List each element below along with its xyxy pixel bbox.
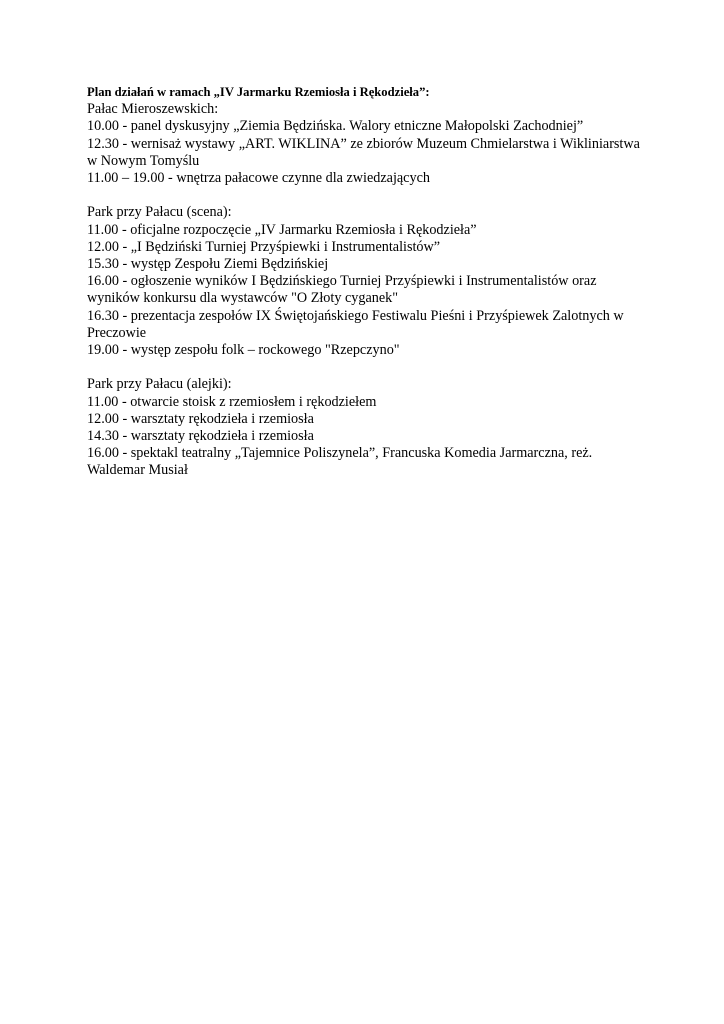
schedule-item: 12.00 - warsztaty rękodzieła i rzemiosła [87, 410, 314, 427]
section-park-alleys [87, 376, 647, 479]
section-gap [87, 187, 647, 204]
schedule-item: 10.00 - panel dyskusyjny „Ziemia Będzińska. Walory etniczne Małopolski Zachodniej” [87, 118, 584, 135]
section-heading: Park przy Pałacu (alejki): [87, 376, 232, 393]
schedule-item: 14.30 - warsztaty rękodzieła i rzemiosła [87, 428, 314, 445]
document-page [87, 84, 647, 480]
schedule-item: 12.30 - wernisaż wystawy „ART. WIKLINA” ze zbiorów Muzeum Chmielarstwa i Wikliniarstwa w Nowym Tomyślu [87, 135, 640, 169]
schedule-item: 11.00 – 19.00 - wnętrza pałacowe czynne dla zwiedzających [87, 170, 430, 187]
document-title: Plan działań w ramach „IV Jarmarku Rzemiosła i Rękodzieła”: [87, 85, 430, 99]
schedule-item: 16.00 - ogłoszenie wyników I Będzińskiego Turniej Przyśpiewki i Instrumentalistów oraz wyników konkursu dla wystawców "O Złoty cyganek" [87, 273, 597, 307]
schedule-item: 16.00 - spektakl teatralny „Tajemnice Poliszynela”, Francuska Komedia Jarmarczna, reż. Waldemar Musiał [87, 445, 593, 479]
schedule-item: 11.00 - oficjalne rozpoczęcie „IV Jarmarku Rzemiosła i Rękodzieła” [87, 221, 477, 238]
section-gap [87, 359, 647, 376]
schedule-item: 11.00 - otwarcie stoisk z rzemiosłem i rękodziełem [87, 393, 377, 410]
section-heading: Pałac Mieroszewskich: [87, 101, 219, 118]
schedule-item: 15.30 - występ Zespołu Ziemi Będzińskiej [87, 256, 329, 273]
schedule-item: 16.30 - prezentacja zespołów IX Świętojańskiego Festiwalu Pieśni i Przyśpiewek Zalotnych w Preczowie [87, 307, 624, 341]
schedule-item: 19.00 - występ zespołu folk – rockowego "Rzepczyno" [87, 342, 400, 359]
section-palace [87, 101, 647, 187]
section-park-stage [87, 204, 647, 359]
section-heading: Park przy Pałacu (scena): [87, 204, 232, 221]
schedule-item: 12.00 - „I Będziński Turniej Przyśpiewki i Instrumentalistów” [87, 238, 441, 255]
